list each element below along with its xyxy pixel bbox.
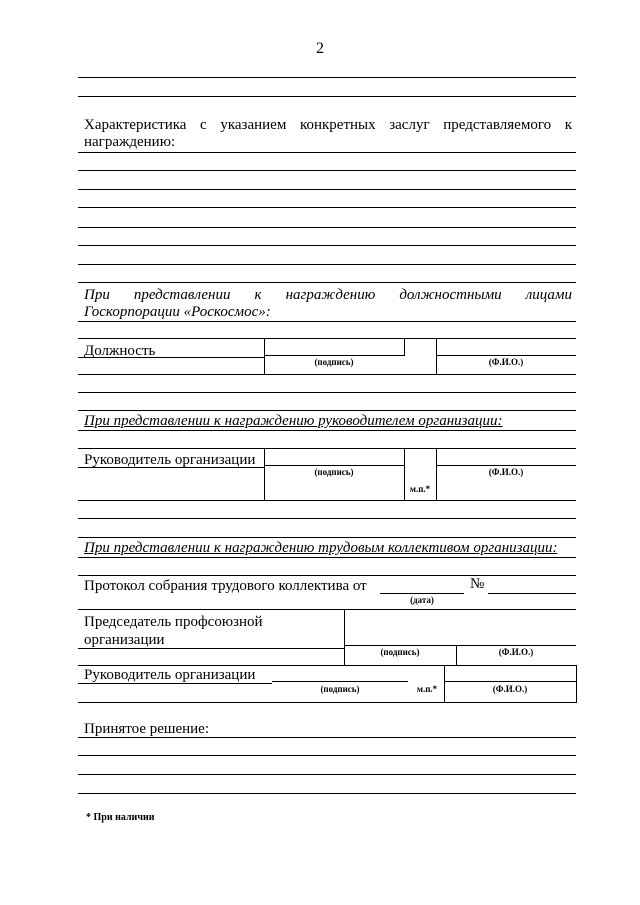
signature-line	[264, 355, 404, 356]
form-line	[78, 648, 344, 649]
protocol-number-field[interactable]	[490, 576, 574, 592]
chair-name-field[interactable]	[458, 628, 574, 644]
cell-divider	[264, 448, 265, 500]
chair-signature-field[interactable]	[346, 628, 454, 644]
form-line	[78, 537, 576, 538]
position-signature-field[interactable]	[266, 339, 402, 355]
name-caption: (Ф.И.О.)	[492, 684, 528, 694]
cell-divider	[444, 665, 445, 703]
cell-divider	[576, 665, 577, 703]
name-line	[456, 645, 576, 646]
form-line	[78, 467, 264, 468]
name-line	[436, 465, 576, 466]
name-line	[436, 355, 576, 356]
form-line	[78, 282, 576, 283]
form-line	[78, 77, 576, 78]
form-line	[78, 737, 576, 738]
name-caption: (Ф.И.О.)	[488, 467, 524, 477]
form-line	[78, 557, 576, 558]
protocol-date-field[interactable]	[380, 576, 464, 592]
signature-line	[344, 645, 456, 646]
decision-label: Принятое решение:	[84, 721, 209, 737]
form-line	[78, 321, 576, 322]
cell-divider	[264, 338, 265, 374]
signature-caption: (подпись)	[314, 467, 354, 477]
form-line	[78, 264, 576, 265]
date-line	[380, 593, 464, 594]
officials-heading-line1: При представлении к награждению должностными лицами	[84, 287, 572, 303]
name-line	[444, 681, 576, 682]
characteristic-label-line1: Характеристика с указанием конкретных заслуг представляемого к	[84, 117, 572, 133]
signature-caption: (подпись)	[380, 647, 420, 657]
seal-caption: м.п.*	[416, 684, 438, 694]
signature-caption: (подпись)	[320, 684, 360, 694]
page-number: 2	[316, 40, 324, 57]
date-caption: (дата)	[410, 595, 434, 605]
form-line	[78, 755, 576, 756]
cell-divider	[344, 609, 345, 665]
number-line	[488, 593, 576, 594]
form-line	[78, 170, 576, 171]
characteristic-label-line2: награждению:	[84, 134, 176, 150]
chair-label-line1: Председатель профсоюзной	[84, 614, 263, 630]
form-line	[78, 357, 264, 358]
collective-heading: При представлении к награждению трудовым коллективом организации:	[84, 540, 558, 556]
org-head-signature-field[interactable]	[266, 449, 402, 465]
form-line	[78, 774, 576, 775]
form-line	[78, 793, 576, 794]
name-caption: (Ф.И.О.)	[498, 647, 534, 657]
officials-heading-line2: Госкорпорации «Роскосмос»:	[84, 304, 271, 320]
form-line	[78, 227, 576, 228]
name-caption: (Ф.И.О.)	[488, 357, 524, 367]
cell-divider	[456, 645, 457, 665]
collective-head-name-field[interactable]	[446, 666, 574, 682]
form-line	[78, 152, 576, 153]
form-line	[78, 702, 576, 703]
form-line	[78, 96, 576, 97]
form-line	[78, 245, 576, 246]
position-label: Должность	[84, 343, 156, 359]
signature-line	[272, 681, 408, 682]
seal-caption: м.п.*	[409, 484, 431, 494]
signature-caption: (подпись)	[314, 357, 354, 367]
form-line	[78, 683, 272, 684]
form-line	[78, 518, 576, 519]
form-line	[78, 189, 576, 190]
form-line	[78, 430, 576, 431]
cell-divider	[436, 448, 437, 500]
form-line	[78, 374, 576, 375]
form-line	[78, 609, 576, 610]
protocol-label: Протокол собрания трудового коллектива от	[84, 578, 367, 594]
cell-divider	[404, 338, 405, 356]
position-name-field[interactable]	[438, 339, 574, 355]
form-line	[78, 207, 576, 208]
form-line	[78, 392, 576, 393]
signature-line	[264, 465, 404, 466]
collective-head-signature-field[interactable]	[272, 666, 406, 682]
cell-divider	[436, 338, 437, 374]
org-head-heading: При представлении к награждению руководителем организации:	[84, 413, 503, 429]
chair-label-line2: организации	[84, 632, 165, 648]
collective-head-label: Руководитель организации	[84, 667, 256, 683]
org-head-label: Руководитель организации	[84, 452, 256, 468]
decision-text-area[interactable]	[78, 736, 576, 794]
footnote: * При наличии	[86, 812, 155, 823]
number-sign: №	[470, 576, 485, 592]
form-line	[78, 500, 576, 501]
org-head-name-field[interactable]	[438, 449, 574, 465]
form-line	[78, 410, 576, 411]
